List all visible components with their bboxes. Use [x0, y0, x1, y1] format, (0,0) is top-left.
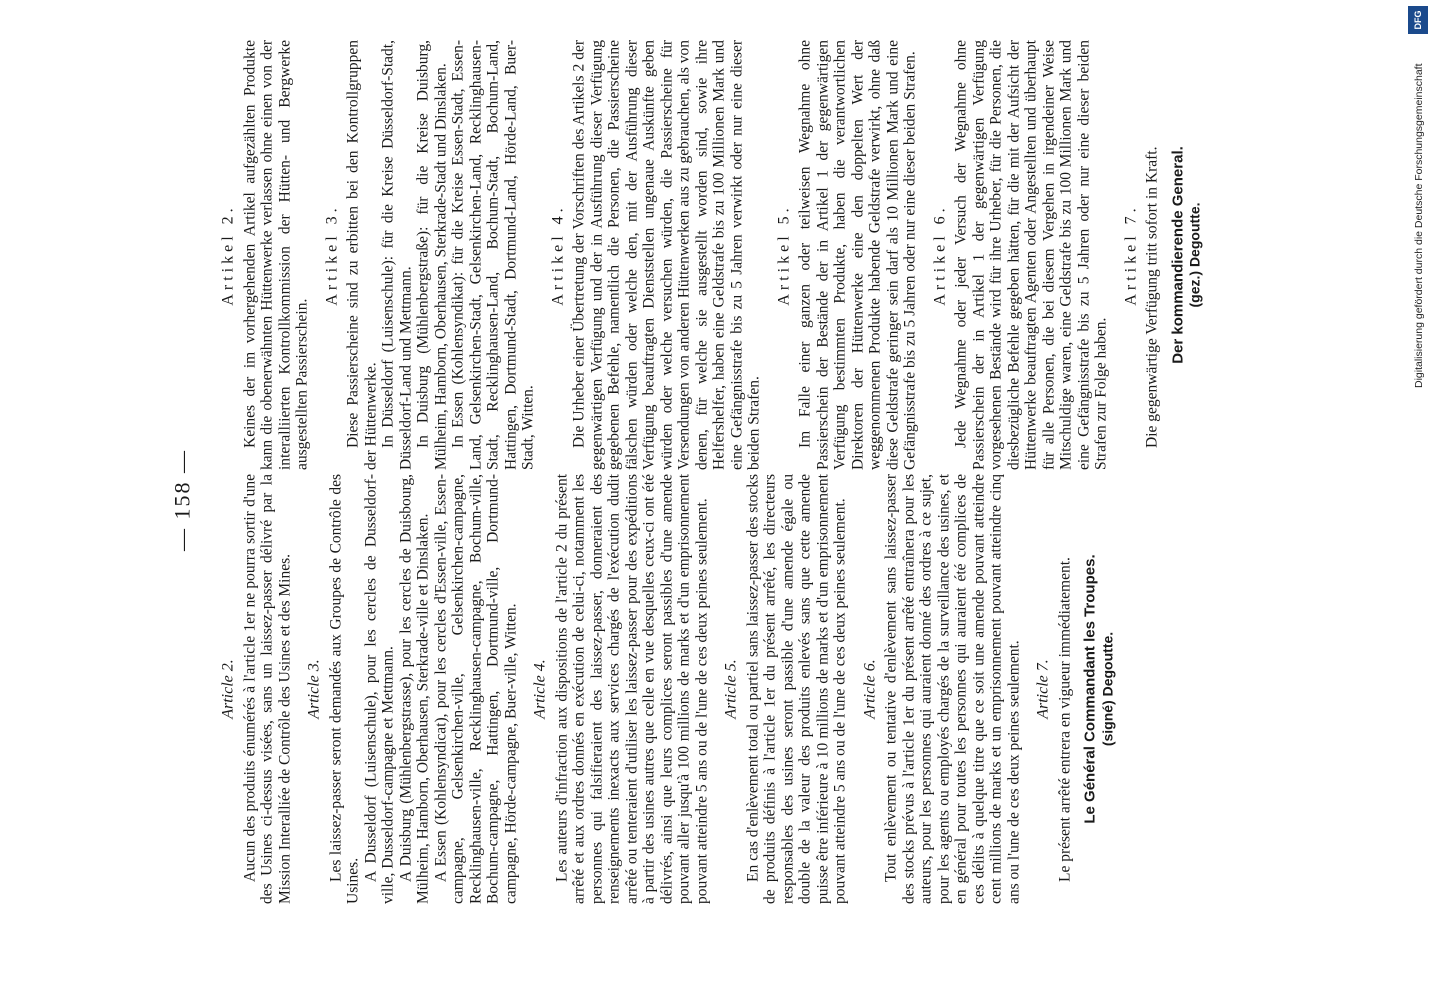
article-text: En cas d'enlèvement total ou partiel sans laissez-passer des stocks de produits définis à l'article 1er du présent arrêté, les directeurs responsables des usines seront passible d'une amende égale ou double de la valeur des produits enlevés sans que cette amende puisse être inférieure à 10 millions de marks et d'un emprisonnement pouvant atteindre 5 ans ou de l'une de ces deux peines seulement. — [743, 474, 849, 904]
article-heading: Article 4. — [531, 659, 549, 719]
article-text: In Düsseldorf (Luisenschule): für die Kreise Düsseldorf-Stadt, Düsseldorf-Land und Mettmann. — [379, 40, 414, 470]
article-text: Le présent arrêté entrera en vigueur immédiatement. — [1055, 557, 1073, 882]
article-heading: Article 3. — [305, 659, 323, 719]
article-text: A Essen (Kohlensyndicat), pour les cercles d'Essen-ville, Essen-campagne, Gelsenkirchen-ville, Gelsenkirchen-campagne, Recklinghausen-ville, Recklinghausen-campagne, Bochum-ville, Bochum-campagne, Hattingen, Dortmund-ville, Dortmund-campagne, Hörde-campagne, Buer-ville, Witten. — [431, 474, 519, 904]
german-column — [207, 40, 1204, 470]
signature-name: (signé) Degoutte. — [1098, 631, 1115, 747]
signature-title: Le Général Commandant les Troupes. — [1081, 554, 1099, 824]
article-text: Tout enlèvement ou tentative d'enlèvement sans laissez-passer des stocks prévus à l'article 1er du présent arrêté entraînera pour les auteurs, pour les personnes qui auraient donné des ordres à ce sujet, pour les agents ou employés chargés de la surveillance des usines, et en général pour toutes les personnes qui auraient été complices de ces délits à quelque titre que ce soit une amende pouvant atteindre cent millions de marks et un emprisonnement pouvant atteindre cinq ans ou l'une de ces deux peines seulement. — [882, 474, 1022, 904]
rotated-page — [107, 10, 1287, 990]
article-heading: Article 5. — [722, 659, 740, 719]
article-text: Aucun des produits énumérés à l'article 1er ne pourra sortir d'une des Usines ci-dessus visées, sans un laissez-passer délivré par la Mission Interalliée de Contrôle des Usines et des Mines. — [240, 474, 293, 904]
signature-name: (gez.) Degoutte. — [1186, 202, 1203, 308]
article-text: Jede Wegnahme oder jeder Versuch der Wegnahme ohne Passierschein der in Artikel 1 der gegenwärtigen Verfügung vorgesehenen Bestände wird für ihre Urheber, für die Personen, die diesbezügliche Befehle gegeben hätten, für die mit der Aufsicht der Hüttenwerke beauftragten Agenten oder Angestellten und überhaupt für alle Personen, die bei diesem Vergehen in irgendeiner Weise Mitschuldige waren, eine Geldstrafe bis zu 100 Millionen Mark und eine Gefängnisstrafe bis zu 5 Jahren oder nur eine dieser beiden Strafen zur Folge haben. — [952, 40, 1110, 470]
article-text: Les auteurs d'infraction aux dispositions de l'article 2 du présent arrêté et aux ordres donnés en exécution de celui-ci, notamment les personnes qui falsifieraient des laissez-passer, donneraient des renseignements inexacts aux services chargés de l'exécution dudit arrêté ou tenteraient d'utiliser les laissez-passer pour des expéditions à partir des usines autres que celle en vue desquelles ceux-ci ont été délivrés, ainsi que leurs complices seront passibles d'une amende pouvant aller jusqu'à 100 millions de marks et d'un emprisonnement pouvant atteindre 5 ans ou de l'une de ces deux peines seulement. — [552, 474, 710, 904]
dfg-funding-text: Digitalisierung gefördert durch die Deutsche Forschungsgemeinschaft — [1413, 63, 1425, 388]
article-text: Die Urheber einer Übertretung der Vorschriften des Artikels 2 der gegenwärtigen Verfügung und der in Ausführung dieser Verfügung gegebenen Befehle, namentlich die Personen, die Passierscheine fälschen würden oder welche den, mit der Ausführung dieser Verfügung beauftragten Dienststellen ungenaue Auskünfte geben würden oder welche versuchen würden, die Passierscheine für Versendungen von anderen Hüttenwerken aus zu gebrauchen, als von denen, für welche sie ausgestellt worden sind, sowie ihre Helfershelfer, haben eine Geldstrafe bis zu 100 Millionen Mark und eine Gefängnisstrafe bis zu 5 Jahren verwirkt oder nur eine dieser beiden Strafen. — [570, 40, 763, 470]
article-heading: Artikel 5. — [774, 204, 792, 306]
article-text: A Dusseldorf (Luisenschule), pour les cercles de Dusseldorf-ville, Dusseldorf-campagne et Mettmann. — [361, 474, 397, 904]
article-heading: Artikel 7. — [1121, 204, 1139, 306]
french-column — [207, 474, 1116, 904]
dfg-logo: DFG — [1408, 6, 1428, 34]
article-heading: Artikel 3. — [322, 204, 340, 306]
article-heading: Article 6. — [860, 659, 878, 719]
article-text: In Duisburg (Mühlenbergstraße): für die Kreise Duisburg, Mülheim, Hamborn, Oberhausen, Sterkrade-Stadt und Dinslaken. — [414, 40, 449, 470]
article-text: Keines der im vorhergehenden Artikel aufgezählten Produkte kann die obenerwähnten Hüttenwerke verlassen ohne einen von der interalliierten Kontrollkommission der Hütten- und Bergwerke ausgestellten Passierschein. — [240, 40, 311, 470]
signature-title: Der kommandierende General. — [1168, 146, 1186, 364]
article-heading: Artikel 6. — [930, 204, 948, 306]
article-text: Les laissez-passer seront demandés aux Groupes de Contrôle des Usines. — [326, 474, 362, 904]
article-heading: Artikel 4. — [548, 204, 566, 306]
page-number: — 158 — — [169, 449, 195, 551]
article-heading: Artikel 2. — [219, 204, 237, 306]
article-text: Im Falle einer ganzen oder teilweisen Wegnahme ohne Passierschein der Bestände der in Artikel 1 der gegenwärtigen Verfügung bestimmten Produkte, haben die verantwortlichen Direktoren der Hüttenwerke eine den doppelten Wert der weggenommenen Produkte habende Geldstrafe verwirkt, ohne daß diese Geldstrafe geringer sein darf als 10 Millionen Mark und eine Gefängnisstrafe bis zu 5 Jahren oder nur eine dieser beiden Strafen. — [796, 40, 919, 470]
article-text: Diese Passierscheine sind zu erbitten bei den Kontrollgruppen der Hüttenwerke. — [344, 40, 379, 470]
article-text: In Essen (Kohlensyndikat): für die Kreise Essen-Stadt, Essen-Land, Gelsenkirchen-Stadt, Gelsenkirchen-Land, Recklinghausen-Stadt, Recklinghausen-Land, Bochum-Stadt, Bochum-Land, Hattingen, Dortmund-Stadt, Dortmund-Land, Hörde-Land, Buer-Stadt, Witten. — [449, 40, 537, 470]
dfg-funding-note — [1408, 6, 1428, 386]
article-heading: Article 7. — [1034, 659, 1052, 719]
article-heading: Article 2. — [219, 659, 237, 719]
article-text: A Duisburg (Mühlenbergstrasse), pour les cercles de Duisbourg, Mülheim, Hamborn, Oberhausen, Sterkrade-ville et Dinslaken. — [396, 474, 432, 904]
article-text: Die gegenwärtige Verfügung tritt sofort in Kraft. — [1143, 146, 1161, 448]
